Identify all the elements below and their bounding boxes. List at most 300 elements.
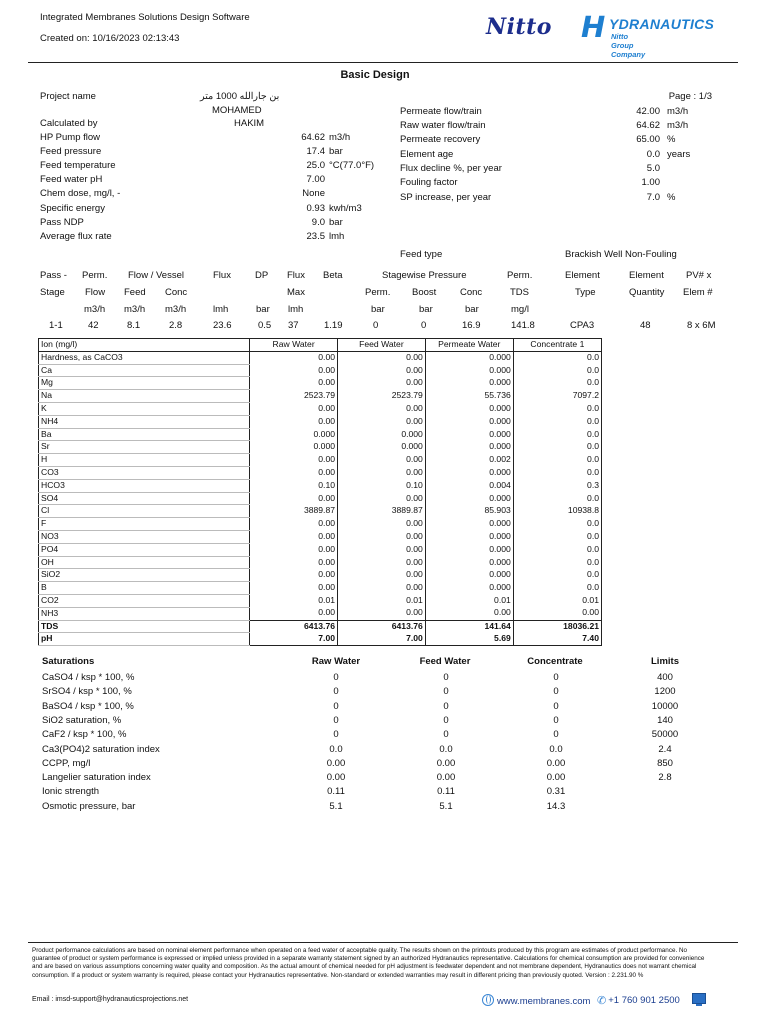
ion-row — [39, 466, 602, 479]
software-title: Integrated Membranes Solutions Design Software — [40, 12, 250, 23]
ion-value: 0.0 — [587, 352, 599, 363]
stage-header: Pass - — [40, 270, 67, 281]
stage-cell: 0 — [373, 320, 379, 331]
ion-header-ion: Ion (mg/l) — [39, 339, 250, 352]
ion-name: Na — [39, 390, 250, 403]
saturation-value: 5.1 — [329, 800, 343, 812]
ion-header-permeate: Permeate Water — [425, 339, 513, 352]
ion-value: 0.01 — [425, 594, 513, 607]
param-label: HP Pump flow — [40, 132, 101, 143]
ion-value: 0.000 — [425, 364, 513, 377]
saturation-value: 0 — [443, 714, 449, 726]
ion-value: 0.00 — [338, 569, 426, 582]
ion-value: 0.000 — [250, 441, 338, 454]
saturation-value: 1200 — [654, 686, 676, 698]
saturation-value: 0 — [443, 672, 449, 683]
stage-cell: 1.19 — [324, 320, 343, 331]
ion-value: 85.903 — [425, 505, 513, 518]
param-unit: m3/h — [667, 120, 689, 131]
ion-value: 7.40 — [582, 633, 599, 644]
param-value: 17.4 — [306, 146, 325, 158]
stage-header: TDS — [510, 287, 529, 298]
stage-header: Flow — [85, 287, 106, 298]
hydranautics-logo-text: YDRANAUTICS — [609, 16, 715, 32]
stage-cell: 37 — [288, 320, 299, 331]
ion-value: 0.000 — [425, 556, 513, 569]
saturation-value: 0.0 — [439, 743, 453, 755]
ion-value: 0.10 — [338, 479, 426, 492]
ion-row — [39, 390, 602, 403]
ion-value: 141.64 — [425, 620, 513, 633]
ion-value: 0.00 — [250, 607, 338, 620]
stage-unit: mg/l — [511, 304, 529, 315]
stage-header: Conc — [460, 287, 483, 298]
ion-row — [39, 556, 602, 569]
stage-header: Flow / Vessel — [128, 270, 184, 281]
ion-value: 0.000 — [425, 428, 513, 441]
ion-header-raw: Raw Water — [250, 339, 338, 352]
stage-unit: bar — [419, 304, 433, 315]
param-value: 64.62 — [636, 120, 660, 131]
ion-table-header — [39, 339, 602, 352]
ion-name: NH3 — [39, 607, 250, 620]
stage-header: Perm. — [507, 270, 533, 281]
stage-header: Max — [287, 287, 305, 298]
stage-cell: 0.5 — [258, 320, 272, 331]
param-label: Feed pressure — [40, 146, 102, 158]
param-unit: bar — [329, 216, 343, 228]
ion-value: 5.69 — [425, 633, 513, 646]
stage-header: Perm. — [365, 287, 391, 298]
support-email: Email : imsd-support@hydranauticsprojections.net — [32, 996, 189, 1003]
ion-value: 0.0 — [587, 364, 599, 375]
param-unit: m3/h — [329, 132, 351, 143]
website-link[interactable] — [482, 994, 590, 1007]
ion-value: 0.00 — [250, 582, 338, 595]
saturation-label: Ionic strength — [42, 786, 100, 798]
ion-value: 0.00 — [338, 582, 426, 595]
param-label: Chem dose, mg/l, - — [40, 188, 121, 200]
ion-value: 0.0 — [587, 402, 599, 413]
param-value: 1.00 — [641, 177, 660, 188]
saturation-value: 0.11 — [327, 786, 345, 798]
footer-divider — [28, 942, 738, 943]
ion-row — [39, 454, 602, 467]
stage-unit: bar — [256, 304, 270, 315]
param-label: Element age — [400, 149, 454, 160]
ion-value: 0.00 — [338, 415, 426, 428]
ion-name: Ba — [39, 428, 250, 441]
calculated-by-value-2: HAKIM — [234, 118, 265, 129]
ion-value: 0.000 — [425, 492, 513, 505]
saturation-value: 0.00 — [436, 772, 456, 784]
saturation-value: 2.8 — [658, 772, 672, 784]
ion-value: 0.0 — [587, 556, 599, 567]
stage-cell: 48 — [640, 320, 651, 331]
saturation-value: 0.31 — [546, 786, 566, 798]
feed-type-label: Feed type — [400, 249, 443, 260]
stage-header: Type — [575, 287, 596, 298]
stage-unit: lmh — [288, 304, 304, 315]
ion-value: 0.00 — [338, 518, 426, 531]
stage-header: Element — [565, 270, 600, 281]
ion-value: 7.00 — [338, 633, 426, 646]
ion-value: 7.00 — [250, 633, 338, 646]
ion-row — [39, 415, 602, 428]
ion-value: 0.00 — [425, 607, 513, 620]
ion-name: CO3 — [39, 466, 250, 479]
param-label: Average flux rate — [40, 230, 112, 242]
project-name-label: Project name — [40, 91, 96, 102]
website-text: www.membranes.com — [497, 996, 591, 1007]
ion-value: 0.00 — [338, 402, 426, 415]
saturation-value: 0.00 — [546, 757, 566, 769]
ion-header-feed: Feed Water — [338, 339, 426, 352]
saturation-value: 0 — [553, 672, 559, 683]
ion-value: 0.00 — [250, 466, 338, 479]
stage-unit: m3/h — [124, 304, 146, 315]
ion-value: 55.736 — [425, 390, 513, 403]
saturation-label: SiO2 saturation, % — [42, 714, 122, 726]
stage-header: Boost — [412, 287, 437, 298]
ion-row — [39, 607, 602, 620]
ion-name: CO2 — [39, 594, 250, 607]
ion-value: 0.00 — [338, 530, 426, 543]
saturation-value: 0 — [333, 672, 339, 683]
ion-name: HCO3 — [39, 479, 250, 492]
ion-value: 0.0 — [587, 377, 599, 388]
stage-unit: m3/h — [84, 304, 106, 315]
ion-row — [39, 569, 602, 582]
param-unit: °C(77.0°F) — [329, 160, 375, 172]
ion-name: B — [39, 582, 250, 595]
saturation-value: 0 — [443, 700, 449, 712]
saturation-value: 0 — [443, 686, 449, 698]
saturation-value: 0.11 — [437, 786, 455, 798]
page-number: Page : 1/3 — [668, 91, 712, 102]
nitto-logo: Nitto — [486, 14, 552, 40]
param-unit: bar — [329, 146, 343, 158]
ion-value: 3889.87 — [338, 505, 426, 518]
ion-value: 0.00 — [250, 556, 338, 569]
saturation-value: 0.00 — [546, 772, 566, 784]
saturation-value: 0 — [553, 729, 559, 741]
saturation-value: 400 — [657, 672, 673, 683]
ion-row — [39, 620, 602, 633]
param-unit: m3/h — [667, 106, 689, 117]
ion-value: 0.004 — [425, 479, 513, 492]
ion-row — [39, 518, 602, 531]
header-divider — [28, 62, 738, 63]
ion-value: 0.00 — [250, 364, 338, 377]
stage-header: DP — [255, 270, 269, 281]
ion-value: 0.000 — [425, 543, 513, 556]
ion-row — [39, 530, 602, 543]
ion-value: 0.0 — [587, 441, 599, 452]
param-value: 9.0 — [311, 216, 325, 228]
ion-value: 10938.8 — [567, 505, 599, 516]
saturation-value: 850 — [657, 757, 673, 769]
saturation-value: 0.0 — [549, 743, 563, 755]
param-value: 65.00 — [636, 134, 660, 145]
ion-value: 2523.79 — [338, 390, 426, 403]
param-label: Pass NDP — [40, 216, 84, 228]
param-value: 5.0 — [646, 163, 660, 174]
ion-value: 0.00 — [250, 402, 338, 415]
ion-value: 0.0 — [587, 454, 599, 465]
saturation-header: Raw Water — [311, 656, 361, 667]
ion-value: 0.000 — [425, 415, 513, 428]
ion-value: 18036.21 — [513, 620, 601, 633]
ion-row — [39, 377, 602, 390]
stage-cell: 1-1 — [49, 320, 63, 331]
ion-row — [39, 633, 602, 646]
ion-row — [39, 582, 602, 595]
ion-value: 0.10 — [250, 479, 338, 492]
param-label: Flux decline %, per year — [400, 163, 502, 174]
ion-table — [38, 338, 602, 646]
ion-value: 0.0 — [587, 518, 599, 529]
ion-value: 0.01 — [338, 594, 426, 607]
param-unit: % — [667, 192, 676, 203]
ion-value: 0.00 — [338, 364, 426, 377]
ion-value: 0.000 — [338, 428, 426, 441]
ion-value: 0.01 — [250, 594, 338, 607]
ion-value: 0.00 — [250, 377, 338, 390]
ion-name: Hardness, as CaCO3 — [39, 351, 250, 364]
ion-value: 0.00 — [250, 569, 338, 582]
ion-value: 0.00 — [338, 607, 426, 620]
stage-header: Elem # — [683, 287, 713, 298]
stage-unit: lmh — [213, 304, 229, 315]
ion-value: 0.00 — [338, 556, 426, 569]
ion-value: 6413.76 — [250, 620, 338, 633]
ion-value: 0.000 — [425, 351, 513, 364]
ion-value: 0.00 — [250, 454, 338, 467]
param-value: 25.0 — [306, 160, 325, 172]
ion-value: 0.000 — [425, 441, 513, 454]
saturation-label: SrSO4 / ksp * 100, % — [42, 686, 132, 698]
ion-value: 0.0 — [587, 492, 599, 503]
ion-name: K — [39, 402, 250, 415]
calculated-by-value-1: MOHAMED — [212, 105, 262, 116]
param-value: 23.5 — [306, 230, 325, 242]
ion-name: Mg — [39, 377, 250, 390]
ion-name: NH4 — [39, 415, 250, 428]
ion-value: 0.000 — [425, 518, 513, 531]
ion-value: 2523.79 — [250, 390, 338, 403]
ion-value: 3889.87 — [250, 505, 338, 518]
stage-unit: bar — [465, 304, 479, 315]
ion-value: 0.000 — [338, 441, 426, 454]
stage-header: Flux — [287, 270, 305, 281]
saturation-label: CaSO4 / ksp * 100, % — [42, 672, 135, 683]
saturation-value: 5.1 — [439, 800, 453, 812]
stage-header: PV# x — [686, 270, 712, 281]
stage-cell: CPA3 — [570, 320, 595, 331]
stage-header: Conc — [165, 287, 188, 298]
param-unit: years — [667, 149, 691, 160]
hydranautics-logo-subtitle: Nitto Group Company — [611, 32, 646, 59]
param-unit: kwh/m3 — [329, 202, 362, 214]
stage-header: Stagewise Pressure — [382, 270, 467, 281]
ion-value: 0.000 — [425, 377, 513, 390]
param-value: 42.00 — [636, 106, 660, 117]
param-value: 7.0 — [646, 192, 660, 203]
ion-value: 0.0 — [587, 530, 599, 541]
ion-row — [39, 543, 602, 556]
param-label: Feed temperature — [40, 160, 116, 172]
saturation-value: 0 — [333, 729, 339, 741]
ion-name: PO4 — [39, 543, 250, 556]
created-on: Created on: 10/16/2023 02:13:43 — [40, 33, 180, 44]
ion-value: 0.00 — [338, 351, 426, 364]
ion-value: 0.0 — [587, 582, 599, 593]
ion-name: F — [39, 518, 250, 531]
saturation-value: 140 — [657, 714, 673, 726]
ion-row — [39, 505, 602, 518]
stage-unit: m3/h — [165, 304, 187, 315]
param-label: Raw water flow/train — [400, 120, 486, 131]
calculated-by-label: Calculated by — [40, 118, 98, 129]
ion-value: 0.000 — [425, 402, 513, 415]
ion-row — [39, 351, 602, 364]
ion-value: 0.000 — [425, 582, 513, 595]
ion-value: 0.00 — [250, 492, 338, 505]
ion-row — [39, 594, 602, 607]
stage-cell: 23.6 — [213, 320, 232, 331]
ion-value: 0.00 — [250, 415, 338, 428]
saturation-label: Ca3(PO4)2 saturation index — [42, 743, 160, 755]
saturation-value: 0 — [553, 700, 559, 712]
phone-icon: ✆ — [597, 995, 607, 1007]
ion-name: Sr — [39, 441, 250, 454]
ion-value: 0.00 — [250, 518, 338, 531]
param-label: Specific energy — [40, 202, 105, 214]
stage-header: Stage — [40, 287, 65, 298]
ion-row — [39, 479, 602, 492]
ion-name: OH — [39, 556, 250, 569]
saturation-value: 0.00 — [436, 757, 456, 769]
feed-type-value: Brackish Well Non-Fouling — [565, 249, 677, 260]
stage-cell: 141.8 — [511, 320, 535, 331]
stage-header: Flux — [213, 270, 231, 281]
ion-value: 0.000 — [425, 466, 513, 479]
ion-value: 0.01 — [582, 594, 599, 605]
ion-value: 7097.2 — [572, 390, 599, 401]
ion-name: SO4 — [39, 492, 250, 505]
disclaimer: Product performance calculations are based on nominal element performance when operated on a feed water of acceptable quality. The results shown on the printouts produced by this program are estimates of product performance. No guarantee of product or system performance is expressed or implied unless provided in a separate warranty statement signed by an authorized Hydranautics representative. Calculations for chemical consumption are provided for convenience and are based on various assumptions concerning water quality and composition. As the actual amount of chemical needed for pH adjustment is feedwater dependent and not membrane dependent, Hydranautics does not warrant chemical consumption. If a product or system warranty is required, please contact your Hydranautics representative. Non-standard or extended warranties may result in different pricing than previously quoted. Version : 2.231.90 % — [32, 947, 705, 979]
param-label: Feed water pH — [40, 174, 103, 186]
ion-row — [39, 364, 602, 377]
param-unit: lmh — [329, 230, 345, 242]
project-name-value: بن جارالله 1000 متر — [200, 91, 280, 102]
ion-name: Ca — [39, 364, 250, 377]
stage-cell: 2.8 — [169, 320, 183, 331]
stage-header: Element — [629, 270, 664, 281]
stage-cell: 42 — [88, 320, 99, 331]
ion-value: 0.00 — [250, 351, 338, 364]
param-value: 0.93 — [306, 202, 325, 214]
ion-value: 0.0 — [587, 569, 599, 580]
saturation-value: 10000 — [651, 700, 679, 712]
saturation-value: 14.3 — [546, 800, 566, 812]
ion-value: 0.00 — [582, 607, 599, 618]
ion-value: 0.0 — [587, 415, 599, 426]
ion-name: NO3 — [39, 530, 250, 543]
saturation-label: Osmotic pressure, bar — [42, 800, 136, 812]
ion-row — [39, 402, 602, 415]
stage-header: Feed — [124, 287, 146, 298]
ion-value: 0.000 — [250, 428, 338, 441]
ion-name: H — [39, 454, 250, 467]
ion-value: 0.0 — [587, 466, 599, 477]
param-label: Fouling factor — [400, 177, 458, 188]
ion-value: 0.00 — [250, 543, 338, 556]
stage-unit: bar — [371, 304, 385, 315]
saturation-value: 0.00 — [326, 757, 346, 769]
saturation-value: 0.00 — [326, 772, 346, 784]
ion-value: 6413.76 — [338, 620, 426, 633]
phone-text: +1 760 901 2500 — [608, 995, 680, 1006]
saturation-header: Limits — [651, 656, 679, 667]
ion-value: 0.00 — [250, 530, 338, 543]
ion-value: 0.00 — [338, 454, 426, 467]
monitor-icon — [692, 993, 706, 1004]
saturation-value: 0 — [333, 686, 339, 698]
saturation-header: Saturations — [42, 656, 95, 667]
ion-row — [39, 428, 602, 441]
stage-header: Quantity — [629, 287, 665, 298]
stage-cell: 0 — [421, 320, 427, 331]
param-value: None — [302, 188, 325, 200]
stage-header: Perm. — [82, 270, 108, 281]
saturation-header: Feed Water — [419, 656, 471, 667]
param-label: Permeate recovery — [400, 134, 481, 145]
saturation-value: 0 — [333, 700, 339, 712]
stage-header: Beta — [323, 270, 343, 281]
param-value: 0.0 — [646, 149, 660, 160]
ion-header-concentrate: Concentrate 1 — [513, 339, 601, 352]
param-label: SP increase, per year — [400, 192, 492, 203]
saturation-label: Langelier saturation index — [42, 772, 151, 784]
saturation-value: 2.4 — [658, 743, 672, 755]
saturation-label: CaF2 / ksp * 100, % — [42, 729, 127, 741]
param-value: 64.62 — [301, 132, 325, 143]
ion-value: 0.0 — [587, 428, 599, 439]
saturation-value: 0 — [553, 686, 559, 698]
saturation-value: 0.0 — [329, 743, 343, 755]
saturation-header: Concentrate — [527, 656, 583, 667]
ion-name: TDS — [39, 620, 250, 633]
stage-cell: 8 x 6M — [687, 320, 716, 331]
ion-value: 0.00 — [338, 492, 426, 505]
ion-value: 0.002 — [425, 454, 513, 467]
param-value: 7.00 — [306, 174, 325, 186]
ion-value: 0.000 — [425, 569, 513, 582]
ion-value: 0.000 — [425, 530, 513, 543]
hydranautics-logo-h: H — [581, 10, 606, 44]
saturation-value: 0 — [553, 714, 559, 726]
stage-cell: 8.1 — [127, 320, 141, 331]
globe-icon — [482, 994, 494, 1006]
saturation-label: BaSO4 / ksp * 100, % — [42, 700, 134, 712]
doc-title: Basic Design — [340, 69, 410, 81]
ion-value: 0.0 — [587, 543, 599, 554]
param-label: Permeate flow/train — [400, 106, 482, 117]
saturation-value: 0 — [443, 729, 449, 741]
phone-link[interactable] — [597, 994, 680, 1007]
